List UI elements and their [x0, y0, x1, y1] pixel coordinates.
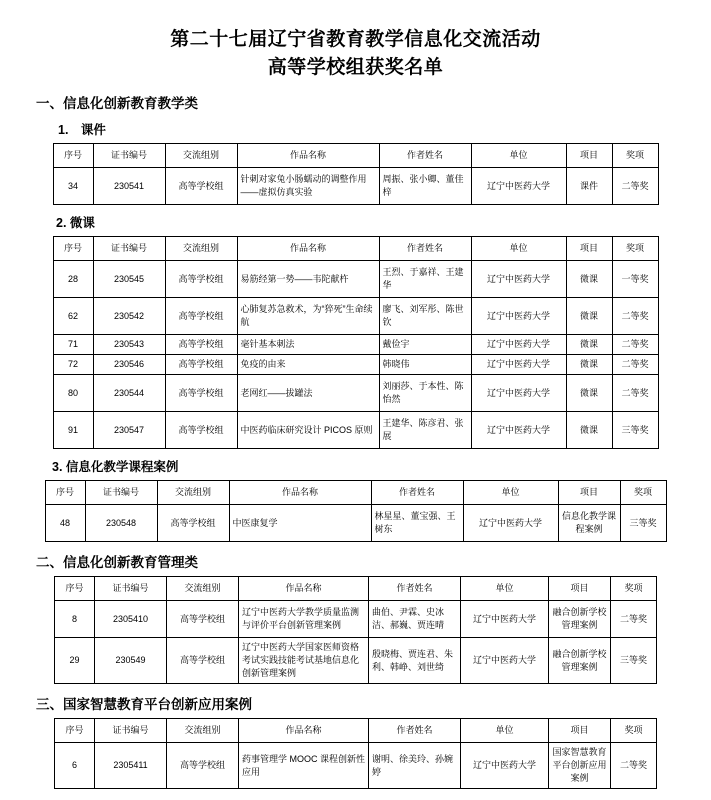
column-header-work: 作品名称: [239, 719, 369, 743]
subsection-heading-microlecture: 2. 微课: [56, 216, 95, 230]
column-header-group: 交流组别: [167, 719, 239, 743]
cell-author: 廖飞、刘军彤、陈世钦: [379, 298, 471, 335]
cell-author: 谢明、徐美玲、孙婉婷: [369, 743, 461, 789]
cell-unit: 辽宁中医药大学: [471, 375, 566, 412]
cell-author: 刘丽莎、于本性、陈怡然: [379, 375, 471, 412]
cell-author: 戴俭宇: [379, 335, 471, 355]
cell-seq: 71: [53, 335, 93, 355]
cell-seq: 91: [53, 412, 93, 449]
cell-cert: 230548: [85, 505, 157, 542]
table-row: [53, 375, 658, 412]
cell-group: 高等学校组: [165, 168, 237, 205]
cell-work: 毫针基本刺法: [237, 335, 379, 355]
cell-work: 辽宁中医药大学教学质量监测与评价平台创新管理案例: [239, 601, 369, 638]
section-heading-2: 二、信息化创新教育管理类: [36, 555, 198, 570]
cell-group: 高等学校组: [167, 743, 239, 789]
subsection-heading-courseware: 1. 课件: [58, 123, 106, 137]
column-header-prize: 奖项: [620, 481, 666, 505]
table-row: [53, 298, 658, 335]
cell-group: 高等学校组: [165, 375, 237, 412]
cell-cert: 2305411: [95, 743, 167, 789]
column-header-seq: 序号: [55, 577, 95, 601]
cell-prize: 二等奖: [612, 335, 658, 355]
column-header-work: 作品名称: [239, 577, 369, 601]
cell-work: 辽宁中医药大学国家医师资格考试实践技能考试基地信息化创新管理案例: [239, 638, 369, 684]
cell-unit: 辽宁中医药大学: [463, 505, 558, 542]
cell-author: 曲伯、尹霖、史冰洁、郝巍、贾连晴: [369, 601, 461, 638]
table-header-row: [55, 577, 657, 601]
cell-unit: 辽宁中医药大学: [471, 298, 566, 335]
cell-item: 信息化教学课程案例: [558, 505, 620, 542]
cell-prize: 二等奖: [612, 168, 658, 205]
table-header-row: [55, 719, 657, 743]
cell-prize: 三等奖: [620, 505, 666, 542]
cell-cert: 2305410: [95, 601, 167, 638]
column-header-prize: 奖项: [611, 719, 657, 743]
cell-group: 高等学校组: [157, 505, 229, 542]
column-header-group: 交流组别: [167, 577, 239, 601]
cell-item: 微课: [566, 335, 612, 355]
table-header-row: [53, 144, 658, 168]
table-row: [55, 638, 657, 684]
column-header-item: 项目: [549, 577, 611, 601]
table-row: [55, 743, 657, 789]
table-microlecture: [53, 236, 659, 449]
table-row: [53, 168, 658, 205]
cell-item: 融合创新学校管理案例: [549, 638, 611, 684]
cell-group: 高等学校组: [165, 261, 237, 298]
cell-prize: 二等奖: [612, 298, 658, 335]
column-header-item: 项目: [566, 144, 612, 168]
column-header-cert: 证书编号: [93, 237, 165, 261]
cell-prize: 二等奖: [611, 601, 657, 638]
column-header-unit: 单位: [471, 237, 566, 261]
table-row: [53, 335, 658, 355]
cell-group: 高等学校组: [165, 335, 237, 355]
cell-item: 微课: [566, 298, 612, 335]
cell-cert: 230545: [93, 261, 165, 298]
cell-prize: 三等奖: [612, 412, 658, 449]
table-row: [53, 412, 658, 449]
cell-author: 殷晓梅、贾连君、朱利、韩峥、刘世绮: [369, 638, 461, 684]
column-header-group: 交流组别: [165, 237, 237, 261]
section-heading-1: 一、信息化创新教育教学类: [36, 96, 198, 111]
table-header-row: [45, 481, 666, 505]
cell-unit: 辽宁中医药大学: [471, 412, 566, 449]
column-header-author: 作者姓名: [369, 719, 461, 743]
section-heading-3: 三、国家智慧教育平台创新应用案例: [36, 697, 252, 712]
cell-unit: 辽宁中医药大学: [471, 335, 566, 355]
cell-unit: 辽宁中医药大学: [461, 638, 549, 684]
table-row: [53, 355, 658, 375]
column-header-unit: 单位: [461, 719, 549, 743]
table-row: [45, 505, 666, 542]
column-header-cert: 证书编号: [85, 481, 157, 505]
column-header-unit: 单位: [471, 144, 566, 168]
cell-author: 周振、张小卿、董佳梓: [379, 168, 471, 205]
column-header-unit: 单位: [463, 481, 558, 505]
column-header-cert: 证书编号: [93, 144, 165, 168]
cell-item: 国家智慧教育平台创新应用案例: [549, 743, 611, 789]
cell-work: 免疫的由来: [237, 355, 379, 375]
cell-unit: 辽宁中医药大学: [471, 355, 566, 375]
column-header-prize: 奖项: [612, 237, 658, 261]
cell-seq: 62: [53, 298, 93, 335]
cell-prize: 二等奖: [611, 743, 657, 789]
cell-seq: 80: [53, 375, 93, 412]
column-header-seq: 序号: [53, 144, 93, 168]
cell-seq: 48: [45, 505, 85, 542]
cell-cert: 230541: [93, 168, 165, 205]
cell-prize: 二等奖: [612, 375, 658, 412]
cell-item: 微课: [566, 412, 612, 449]
cell-seq: 28: [53, 261, 93, 298]
cell-seq: 8: [55, 601, 95, 638]
column-header-author: 作者姓名: [369, 577, 461, 601]
column-header-unit: 单位: [461, 577, 549, 601]
cell-unit: 辽宁中医药大学: [471, 261, 566, 298]
cell-seq: 34: [53, 168, 93, 205]
cell-work: 中医康复学: [229, 505, 371, 542]
cell-prize: 二等奖: [612, 355, 658, 375]
column-header-work: 作品名称: [237, 237, 379, 261]
table-management: [54, 576, 657, 684]
cell-prize: 一等奖: [612, 261, 658, 298]
cell-cert: 230544: [93, 375, 165, 412]
column-header-item: 项目: [549, 719, 611, 743]
column-header-seq: 序号: [45, 481, 85, 505]
cell-item: 微课: [566, 375, 612, 412]
cell-author: 王建华、陈彦君、张展: [379, 412, 471, 449]
cell-work: 易筋经第一势——韦陀献杵: [237, 261, 379, 298]
column-header-cert: 证书编号: [95, 577, 167, 601]
column-header-group: 交流组别: [165, 144, 237, 168]
cell-item: 微课: [566, 261, 612, 298]
page-title-line2: 高等学校组获奖名单: [267, 57, 444, 78]
cell-work: 老网红——拔罐法: [237, 375, 379, 412]
column-header-work: 作品名称: [229, 481, 371, 505]
column-header-prize: 奖项: [611, 577, 657, 601]
cell-unit: 辽宁中医药大学: [461, 601, 549, 638]
page-title-line1: 第二十七届辽宁省教育教学信息化交流活动: [170, 29, 541, 50]
column-header-item: 项目: [566, 237, 612, 261]
cell-work: 针刺对家兔小肠蠕动的调整作用——虚拟仿真实验: [237, 168, 379, 205]
column-header-prize: 奖项: [612, 144, 658, 168]
column-header-author: 作者姓名: [379, 237, 471, 261]
cell-work: 心肺复苏急救术，为“猝死”生命续航: [237, 298, 379, 335]
cell-cert: 230543: [93, 335, 165, 355]
cell-cert: 230549: [95, 638, 167, 684]
cell-work: 中医药临床研究设计 PICOS 原则: [237, 412, 379, 449]
cell-seq: 29: [55, 638, 95, 684]
cell-group: 高等学校组: [165, 298, 237, 335]
cell-item: 融合创新学校管理案例: [549, 601, 611, 638]
cell-unit: 辽宁中医药大学: [461, 743, 549, 789]
table-platform: [54, 718, 657, 789]
table-courseware: [53, 143, 659, 205]
table-row: [55, 601, 657, 638]
table-header-row: [53, 237, 658, 261]
cell-seq: 72: [53, 355, 93, 375]
column-header-cert: 证书编号: [95, 719, 167, 743]
subsection-heading-course-case: 3. 信息化教学课程案例: [52, 460, 179, 474]
cell-item: 微课: [566, 355, 612, 375]
column-header-seq: 序号: [53, 237, 93, 261]
cell-work: 药事管理学 MOOC 课程创新性应用: [239, 743, 369, 789]
column-header-author: 作者姓名: [371, 481, 463, 505]
table-course-case: [45, 480, 667, 542]
column-header-item: 项目: [558, 481, 620, 505]
cell-author: 韩晓伟: [379, 355, 471, 375]
column-header-seq: 序号: [55, 719, 95, 743]
cell-cert: 230547: [93, 412, 165, 449]
cell-group: 高等学校组: [167, 638, 239, 684]
cell-unit: 辽宁中医药大学: [471, 168, 566, 205]
cell-author: 王烈、于嘉祥、王建华: [379, 261, 471, 298]
table-row: [53, 261, 658, 298]
cell-item: 课件: [566, 168, 612, 205]
cell-group: 高等学校组: [165, 355, 237, 375]
column-header-work: 作品名称: [237, 144, 379, 168]
cell-group: 高等学校组: [165, 412, 237, 449]
cell-cert: 230542: [93, 298, 165, 335]
cell-prize: 三等奖: [611, 638, 657, 684]
cell-author: 林星星、董宝强、王树东: [371, 505, 463, 542]
cell-group: 高等学校组: [167, 601, 239, 638]
column-header-author: 作者姓名: [379, 144, 471, 168]
cell-cert: 230546: [93, 355, 165, 375]
cell-seq: 6: [55, 743, 95, 789]
column-header-group: 交流组别: [157, 481, 229, 505]
